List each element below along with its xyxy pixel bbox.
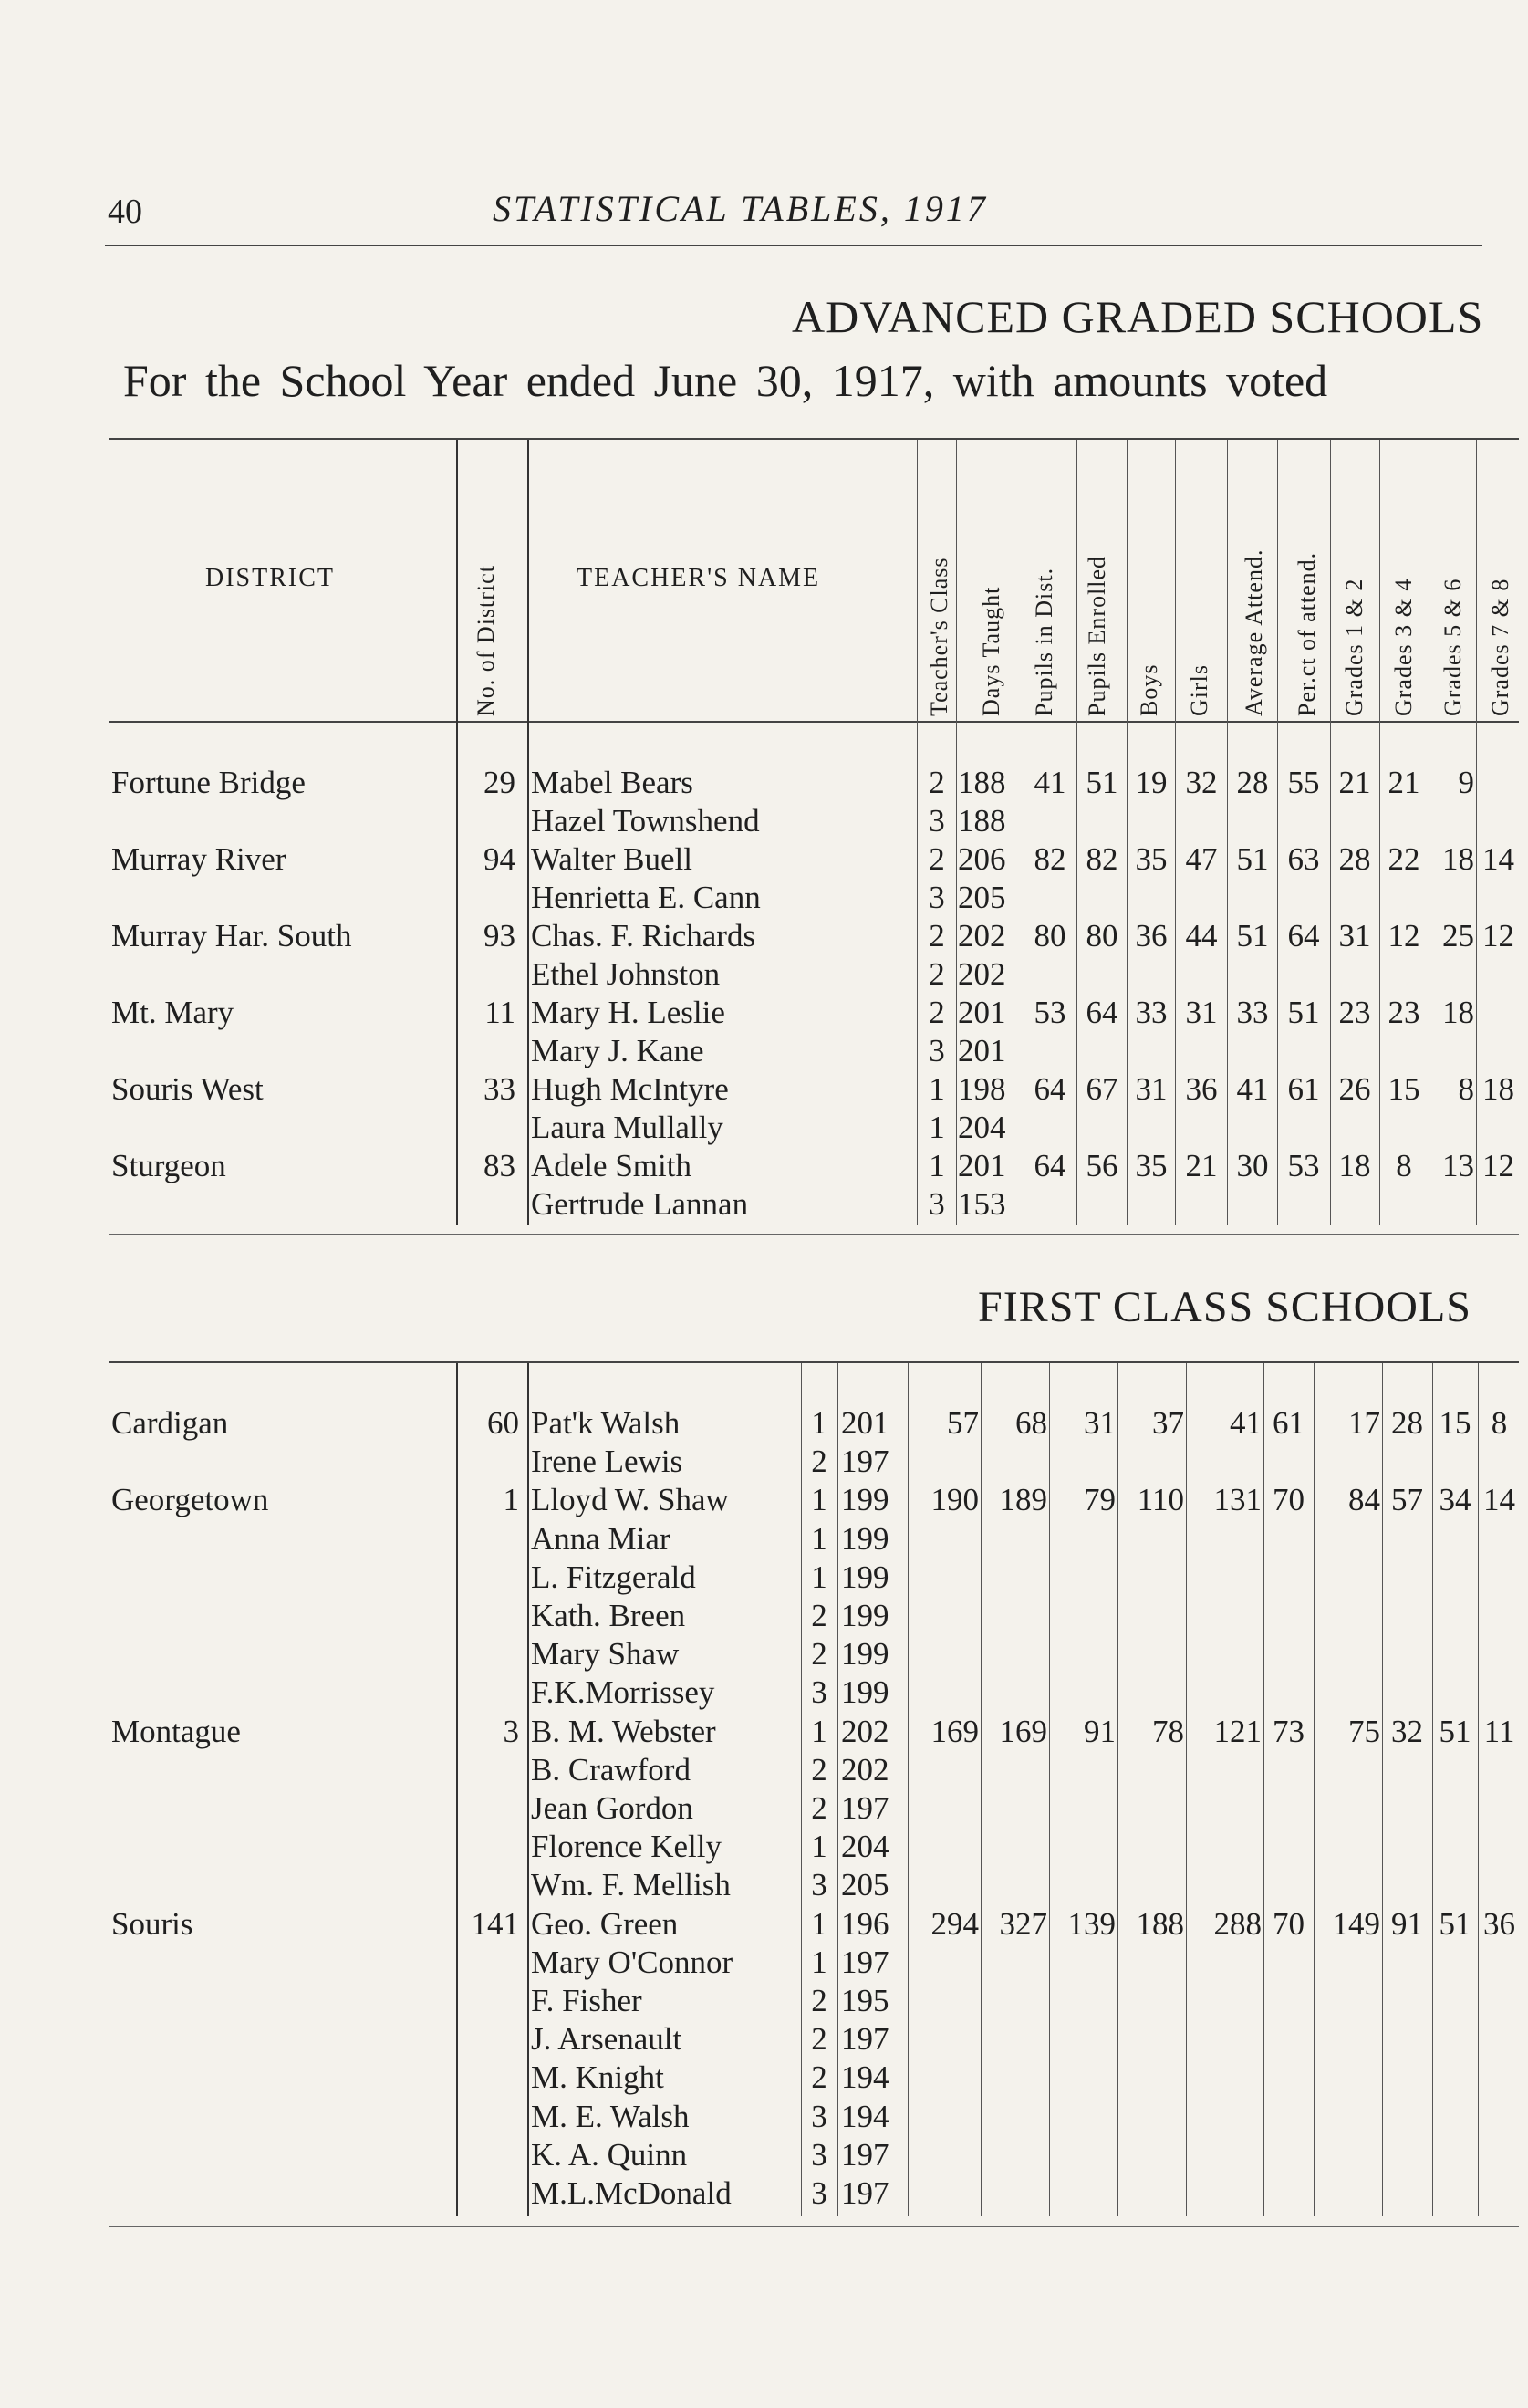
cell-class: 2 [811, 1636, 827, 1673]
cell-class: 2 [811, 2059, 827, 2096]
cell-g56: 18 [1442, 841, 1474, 877]
cell-pupils-dist: 64 [1034, 1071, 1066, 1107]
header-district: DISTRICT [205, 564, 335, 592]
table1-bottom-rule [109, 1234, 1519, 1235]
cell-teacher: Walter Buell [531, 841, 692, 877]
cell-days: 197 [841, 2021, 889, 2058]
cell-class: 3 [811, 1867, 827, 1903]
cell-no: 29 [483, 765, 515, 800]
cell-days: 197 [841, 2175, 889, 2211]
cell-days: 202 [958, 918, 1006, 954]
cell-pct: 64 [1287, 918, 1320, 954]
cell-no: 141 [471, 1905, 519, 1942]
cell-g56: 15 [1439, 1405, 1471, 1441]
cell-teacher: J. Arsenault [531, 2021, 682, 2058]
cell-teacher: Anna Miar [531, 1520, 670, 1557]
cell-days: 198 [958, 1071, 1006, 1107]
cell-g34: 28 [1391, 1405, 1423, 1441]
cell-enrolled: 169 [999, 1713, 1047, 1749]
table-row [0, 1598, 1528, 1636]
cell-teacher: Lloyd W. Shaw [531, 1482, 729, 1518]
cell-teacher: Jean Gordon [531, 1790, 693, 1826]
cell-g12: 31 [1338, 918, 1371, 954]
cell-enrolled: 64 [1086, 995, 1118, 1030]
cell-avg: 33 [1236, 995, 1269, 1030]
table-row [0, 1521, 1528, 1559]
cell-class: 2 [929, 841, 945, 877]
cell-g56: 18 [1442, 995, 1474, 1030]
table-row [0, 1636, 1528, 1674]
cell-g12: 84 [1348, 1482, 1380, 1518]
cell-boys: 19 [1135, 765, 1168, 800]
cell-avg: 30 [1236, 1148, 1269, 1183]
cell-teacher: Mary J. Kane [531, 1033, 704, 1068]
cell-days: 195 [841, 1983, 889, 2018]
cell-girls: 36 [1185, 1071, 1218, 1107]
cell-g34: 57 [1391, 1482, 1423, 1518]
cell-days: 199 [841, 1636, 889, 1673]
cell-pupils-dist: 294 [930, 1905, 979, 1942]
cell-days: 201 [841, 1405, 889, 1441]
cell-no: 3 [503, 1713, 519, 1749]
cell-girls: 32 [1185, 765, 1218, 800]
table2-bottom-rule [109, 2226, 1519, 2227]
table-row [0, 1482, 1528, 1520]
cell-g34: 32 [1391, 1713, 1423, 1749]
cell-days: 188 [958, 765, 1006, 800]
cell-pupils-dist: 64 [1034, 1148, 1066, 1183]
cell-g34: 12 [1388, 918, 1420, 954]
table-row [0, 2021, 1528, 2059]
cell-boys: 79 [1084, 1482, 1116, 1518]
cell-teacher: F. Fisher [531, 1983, 642, 2018]
cell-days: 199 [841, 1520, 889, 1557]
cell-g12: 26 [1338, 1071, 1371, 1107]
cell-g78: 12 [1482, 1148, 1514, 1183]
cell-days: 202 [841, 1751, 889, 1788]
cell-boys: 31 [1135, 1071, 1168, 1107]
cell-g34: 8 [1396, 1148, 1412, 1183]
cell-teacher: M. E. Walsh [531, 2098, 690, 2134]
cell-days: 197 [841, 2136, 889, 2173]
cell-district: Mt. Mary [111, 995, 234, 1030]
cell-g12: 75 [1348, 1713, 1380, 1749]
table-row [0, 1148, 1528, 1186]
section-title: ADVANCED GRADED SCHOOLS [792, 291, 1484, 342]
running-title: STATISTICAL TABLES, 1917 [493, 188, 988, 229]
cell-enrolled: 51 [1086, 765, 1118, 800]
cell-days: 197 [841, 1790, 889, 1826]
cell-teacher: Chas. F. Richards [531, 918, 756, 954]
cell-enrolled: 67 [1086, 1071, 1118, 1107]
table-row [0, 1071, 1528, 1110]
cell-class: 2 [929, 956, 945, 992]
cell-g34: 21 [1388, 765, 1420, 800]
cell-days: 201 [958, 995, 1006, 1030]
first-class-title: FIRST CLASS SCHOOLS [978, 1283, 1471, 1331]
table-row [0, 1444, 1528, 1482]
cell-teacher: Mary Shaw [531, 1636, 680, 1673]
cell-pct: 61 [1273, 1405, 1305, 1441]
cell-g12: 23 [1338, 995, 1371, 1030]
cell-class: 2 [811, 2021, 827, 2058]
cell-teacher: K. A. Quinn [531, 2136, 688, 2173]
table-row [0, 918, 1528, 956]
cell-class: 1 [811, 1905, 827, 1942]
cell-g56: 13 [1442, 1148, 1474, 1183]
cell-avg: 41 [1230, 1405, 1262, 1441]
cell-boys: 91 [1084, 1713, 1116, 1749]
cell-class: 1 [929, 1148, 945, 1183]
cell-district: Souris West [111, 1071, 264, 1107]
cell-days: 194 [841, 2098, 889, 2134]
cell-no: 60 [487, 1405, 519, 1441]
cell-no: 93 [483, 918, 515, 954]
cell-g12: 21 [1338, 765, 1371, 800]
cell-pct: 55 [1287, 765, 1320, 800]
cell-teacher: Irene Lewis [531, 1444, 683, 1480]
header-rule [105, 245, 1482, 246]
cell-enrolled: 68 [1015, 1405, 1047, 1441]
table-row [0, 1110, 1528, 1148]
table-row [0, 765, 1528, 803]
cell-pupils-dist: 53 [1034, 995, 1066, 1030]
cell-avg: 131 [1213, 1482, 1262, 1518]
cell-g12: 28 [1338, 841, 1371, 877]
cell-g12: 18 [1338, 1148, 1371, 1183]
cell-girls: 110 [1137, 1482, 1184, 1518]
cell-teacher: Wm. F. Mellish [531, 1867, 731, 1903]
cell-teacher: B. Crawford [531, 1751, 691, 1788]
cell-days: 196 [841, 1905, 889, 1942]
cell-class: 3 [929, 1186, 945, 1222]
table-row [0, 2099, 1528, 2137]
cell-teacher: Henrietta E. Cann [531, 880, 761, 915]
cell-days: 206 [958, 841, 1006, 877]
table-row [0, 1906, 1528, 1944]
cell-avg: 41 [1236, 1071, 1269, 1107]
cell-teacher: M.L.McDonald [531, 2175, 732, 2211]
cell-days: 205 [958, 880, 1006, 915]
cell-teacher: Mary H. Leslie [531, 995, 725, 1030]
cell-teacher: L. Fitzgerald [531, 1558, 696, 1595]
cell-g34: 15 [1388, 1071, 1420, 1107]
cell-boys: 36 [1135, 918, 1168, 954]
cell-girls: 78 [1152, 1713, 1184, 1749]
cell-days: 153 [958, 1186, 1006, 1222]
cell-days: 204 [841, 1829, 889, 1865]
cell-pupils-dist: 169 [930, 1713, 979, 1749]
table-row [0, 2137, 1528, 2175]
table-row [0, 803, 1528, 841]
cell-boys: 31 [1084, 1405, 1116, 1441]
table-top-rule [109, 438, 1519, 440]
table-row [0, 1033, 1528, 1071]
cell-teacher: Florence Kelly [531, 1829, 722, 1865]
page-number: 40 [108, 193, 142, 231]
cell-days: 201 [958, 1148, 1006, 1183]
cell-class: 1 [929, 1110, 945, 1145]
cell-g34: 23 [1388, 995, 1420, 1030]
cell-class: 2 [929, 765, 945, 800]
table-row [0, 1944, 1528, 1983]
table-row [0, 956, 1528, 995]
cell-g56: 51 [1439, 1713, 1471, 1749]
header-teacher: TEACHER'S NAME [577, 564, 821, 592]
cell-g78: 14 [1483, 1482, 1515, 1518]
cell-class: 1 [929, 1071, 945, 1107]
table-header-bottom-rule [109, 721, 1519, 723]
table-row [0, 995, 1528, 1033]
cell-no: 94 [483, 841, 515, 877]
cell-g56: 8 [1458, 1071, 1474, 1107]
table-row [0, 2059, 1528, 2098]
table-row [0, 1790, 1528, 1829]
cell-boys: 35 [1135, 841, 1168, 877]
cell-g56: 9 [1458, 765, 1474, 800]
table-row [0, 2175, 1528, 2214]
cell-pct: 53 [1287, 1148, 1320, 1183]
cell-days: 202 [958, 956, 1006, 992]
cell-teacher: F.K.Morrissey [531, 1674, 715, 1711]
cell-days: 201 [958, 1033, 1006, 1068]
cell-district: Georgetown [111, 1482, 269, 1518]
cell-pupils-dist: 190 [930, 1482, 979, 1518]
cell-days: 204 [958, 1110, 1006, 1145]
table2-top-rule [109, 1361, 1519, 1363]
cell-no: 11 [484, 995, 515, 1030]
table-row [0, 1714, 1528, 1752]
cell-boys: 139 [1067, 1905, 1116, 1942]
cell-pupils-dist: 82 [1034, 841, 1066, 877]
cell-class: 3 [811, 2175, 827, 2211]
cell-days: 197 [841, 1444, 889, 1480]
cell-pct: 51 [1287, 995, 1320, 1030]
table-row [0, 1752, 1528, 1790]
cell-g78: 18 [1482, 1071, 1514, 1107]
cell-class: 3 [811, 1674, 827, 1711]
cell-boys: 35 [1135, 1148, 1168, 1183]
cell-days: 199 [841, 1558, 889, 1595]
cell-g12: 149 [1332, 1905, 1380, 1942]
cell-girls: 21 [1185, 1148, 1218, 1183]
cell-g56: 34 [1439, 1482, 1471, 1518]
cell-no: 83 [483, 1148, 515, 1183]
cell-avg: 121 [1213, 1713, 1262, 1749]
table-row [0, 1983, 1528, 2021]
cell-teacher: Ethel Johnston [531, 956, 721, 992]
cell-class: 1 [811, 1944, 827, 1980]
cell-days: 199 [841, 1674, 889, 1711]
cell-g56: 51 [1439, 1905, 1471, 1942]
cell-g34: 22 [1388, 841, 1420, 877]
cell-g34: 91 [1391, 1905, 1423, 1942]
cell-pct: 70 [1273, 1905, 1305, 1942]
cell-teacher: Kath. Breen [531, 1598, 686, 1633]
cell-teacher: Gertrude Lannan [531, 1186, 749, 1222]
cell-days: 199 [841, 1482, 889, 1518]
cell-teacher: Geo. Green [531, 1905, 679, 1942]
cell-girls: 44 [1185, 918, 1218, 954]
cell-teacher: M. Knight [531, 2059, 664, 2096]
cell-class: 2 [811, 1444, 827, 1480]
cell-enrolled: 82 [1086, 841, 1118, 877]
cell-pupils-dist: 57 [947, 1405, 979, 1441]
cell-girls: 188 [1136, 1905, 1184, 1942]
cell-class: 3 [811, 2098, 827, 2134]
cell-pupils-dist: 80 [1034, 918, 1066, 954]
cell-days: 205 [841, 1867, 889, 1903]
cell-pct: 70 [1273, 1482, 1305, 1518]
cell-class: 3 [929, 803, 945, 839]
cell-district: Fortune Bridge [111, 765, 306, 800]
cell-days: 197 [841, 1944, 889, 1980]
cell-girls: 37 [1152, 1405, 1184, 1441]
table-row [0, 841, 1528, 880]
cell-g78: 14 [1482, 841, 1514, 877]
cell-pct: 63 [1287, 841, 1320, 877]
cell-days: 202 [841, 1713, 889, 1749]
table-row [0, 1405, 1528, 1444]
cell-class: 1 [811, 1520, 827, 1557]
cell-g78: 11 [1483, 1713, 1515, 1749]
table-row [0, 1867, 1528, 1905]
cell-class: 3 [929, 1033, 945, 1068]
cell-boys: 33 [1135, 995, 1168, 1030]
subtitle: For the School Year ended June 30, 1917, with amounts voted [123, 355, 1328, 406]
cell-no: 1 [503, 1482, 519, 1518]
cell-class: 2 [811, 1751, 827, 1788]
cell-teacher: Hugh McIntyre [531, 1071, 729, 1107]
cell-class: 1 [811, 1405, 827, 1441]
cell-class: 3 [929, 880, 945, 915]
cell-teacher: B. M. Webster [531, 1713, 716, 1749]
cell-class: 1 [811, 1829, 827, 1865]
cell-days: 194 [841, 2059, 889, 2096]
cell-pct: 73 [1273, 1713, 1305, 1749]
cell-class: 1 [811, 1558, 827, 1595]
cell-district: Sturgeon [111, 1148, 226, 1183]
table-row [0, 1829, 1528, 1867]
cell-enrolled: 189 [999, 1482, 1047, 1518]
cell-class: 1 [811, 1713, 827, 1749]
cell-district: Murray River [111, 841, 286, 877]
cell-class: 2 [811, 1598, 827, 1633]
cell-teacher: Mary O'Connor [531, 1944, 733, 1980]
cell-girls: 31 [1185, 995, 1218, 1030]
cell-days: 188 [958, 803, 1006, 839]
cell-teacher: Mabel Bears [531, 765, 693, 800]
cell-class: 2 [929, 995, 945, 1030]
cell-pupils-dist: 41 [1034, 765, 1066, 800]
cell-enrolled: 80 [1086, 918, 1118, 954]
cell-teacher: Adele Smith [531, 1148, 691, 1183]
table-row [0, 1674, 1528, 1713]
cell-avg: 28 [1236, 765, 1269, 800]
table-row [0, 1559, 1528, 1598]
cell-class: 2 [811, 1983, 827, 2018]
cell-class: 3 [811, 2136, 827, 2173]
cell-girls: 47 [1185, 841, 1218, 877]
cell-class: 2 [929, 918, 945, 954]
cell-enrolled: 327 [999, 1905, 1047, 1942]
cell-enrolled: 56 [1086, 1148, 1118, 1183]
cell-class: 1 [811, 1482, 827, 1518]
cell-g78: 36 [1483, 1905, 1515, 1942]
cell-class: 2 [811, 1790, 827, 1826]
cell-avg: 51 [1236, 918, 1269, 954]
cell-district: Cardigan [111, 1405, 229, 1441]
cell-teacher: Hazel Townshend [531, 803, 760, 839]
cell-avg: 288 [1213, 1905, 1262, 1942]
cell-pct: 61 [1287, 1071, 1320, 1107]
cell-district: Souris [111, 1905, 193, 1942]
cell-g78: 12 [1482, 918, 1514, 954]
cell-g78: 8 [1491, 1405, 1508, 1441]
cell-g12: 17 [1348, 1405, 1380, 1441]
cell-district: Montague [111, 1713, 241, 1749]
cell-no: 33 [483, 1071, 515, 1107]
cell-district: Murray Har. South [111, 918, 352, 954]
cell-days: 199 [841, 1598, 889, 1633]
cell-teacher: Pat'k Walsh [531, 1405, 681, 1441]
cell-g56: 25 [1442, 918, 1474, 954]
table-row [0, 880, 1528, 918]
table-row [0, 1186, 1528, 1225]
cell-avg: 51 [1236, 841, 1269, 877]
cell-teacher: Laura Mullally [531, 1110, 723, 1145]
